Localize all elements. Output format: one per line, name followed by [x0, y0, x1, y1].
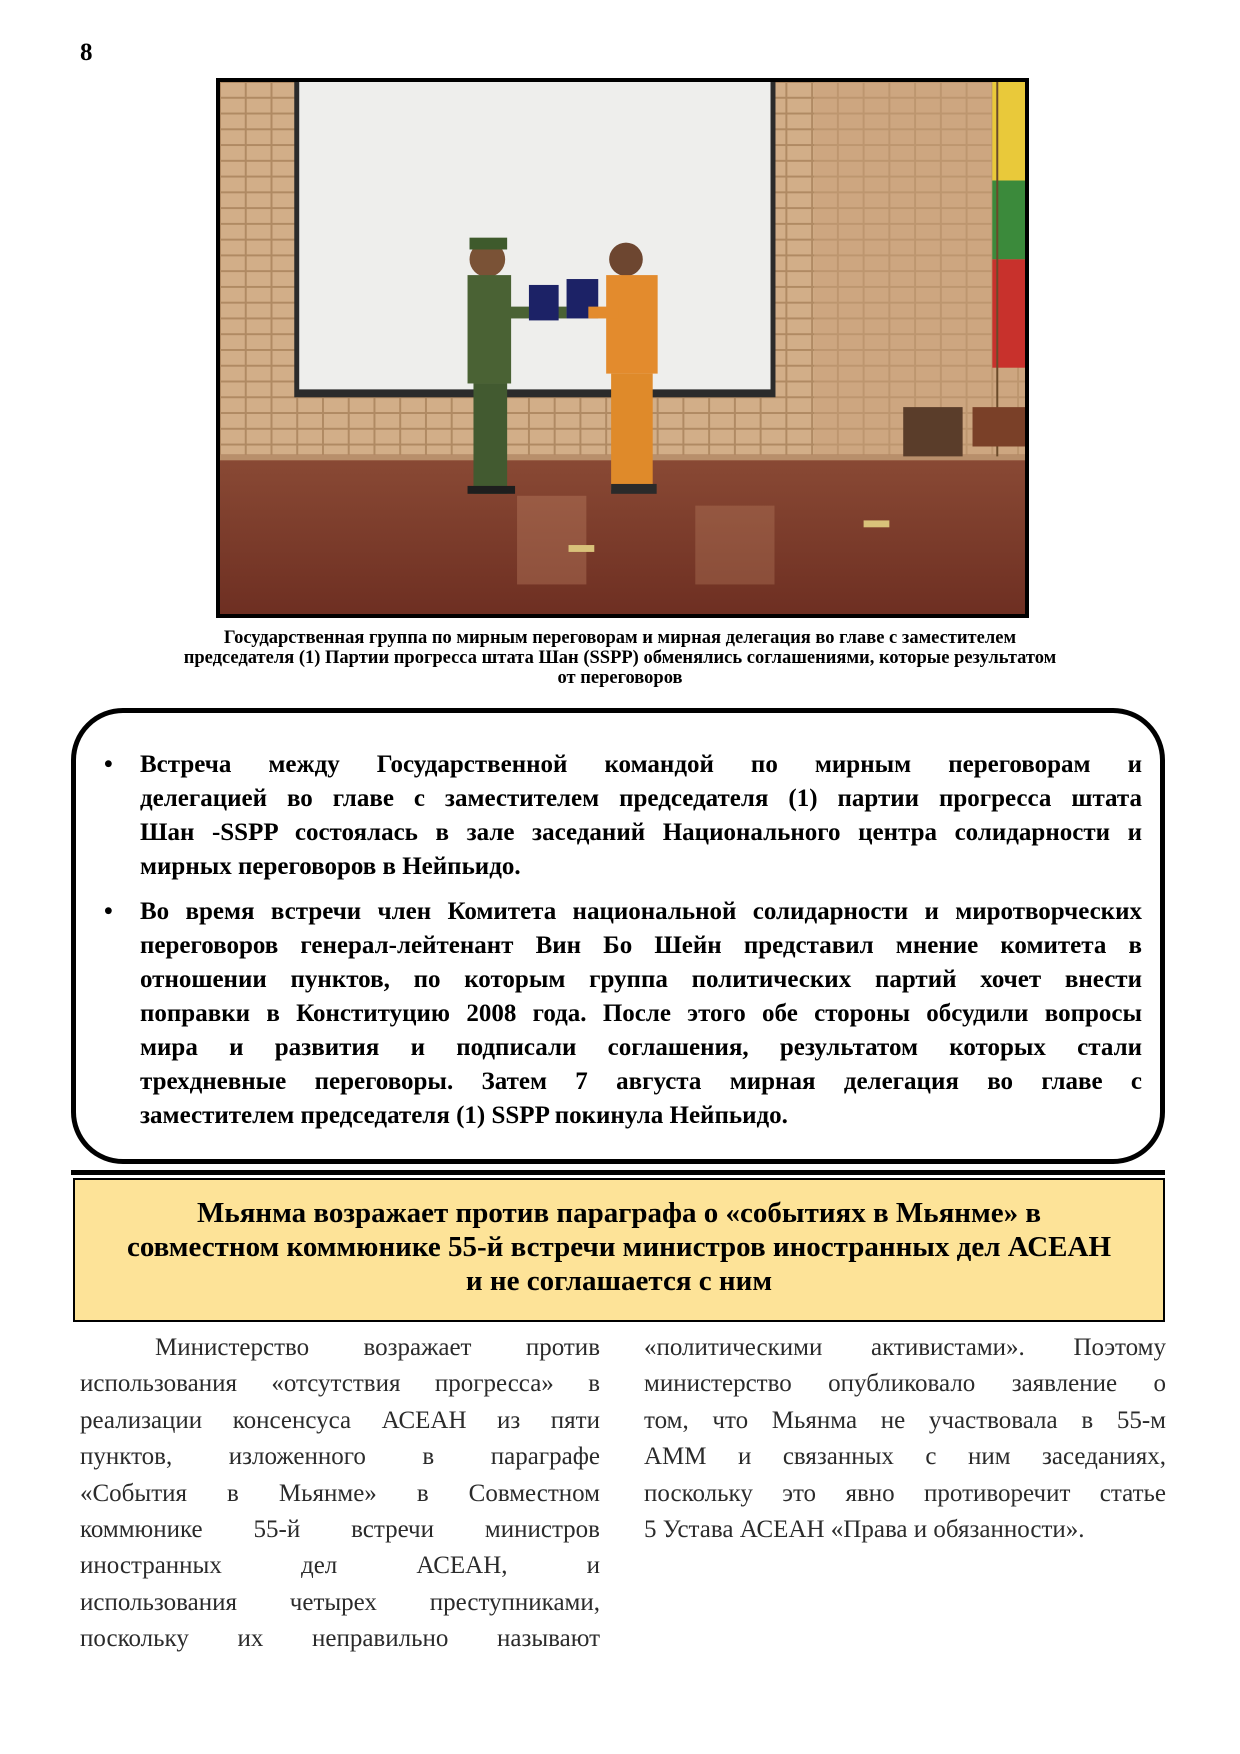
bullet-line: отношении пунктов, по которым группа политических партий хочет внести [140, 966, 1142, 993]
photo-caption [110, 628, 1130, 688]
article-line: использования «отсутствия прогресса» в [80, 1370, 600, 1398]
page-number: 8 [80, 39, 93, 66]
article-line: иностранных дел АСЕАН, и [80, 1552, 600, 1580]
bullet-line: • Встреча между Государственной командой по мирным переговорам и [140, 751, 1142, 778]
article-line: использования четырех преступниками, [80, 1588, 600, 1616]
headline-line: Мьянма возражает против параграфа о «событиях в Мьянме» в [196, 1197, 1042, 1229]
bullet-line: заместителем председателя (1) SSPP покинула Нейпьидо. [140, 1102, 788, 1129]
article-line: реализации консенсуса АСЕАН из пяти [80, 1406, 600, 1434]
article-line: министерство опубликовало заявление о [644, 1370, 1166, 1398]
bullet-line: • Во время встречи член Комитета национальной солидарности и миротворческих [140, 898, 1142, 925]
caption-line: Государственная группа по мирным переговорам и мирная делегация во главе с заместителем [223, 628, 1017, 648]
article-column-left [80, 1330, 600, 1658]
summary-box [71, 708, 1165, 1164]
article-line: том, что Мьянма не участвовала в 55-м [644, 1406, 1166, 1434]
photo-meeting-agreement-exchange-icon [220, 82, 1025, 614]
summary-bullet [140, 895, 1142, 1133]
article-line: «События в Мьянме» в Совместном [80, 1479, 600, 1507]
headline-line: совместном коммюнике 55-й встречи министров иностранных дел АСЕАН [126, 1231, 1112, 1263]
headline-box [73, 1178, 1165, 1322]
article-column-right [644, 1330, 1166, 1548]
bullet-line: делегацией во главе с заместителем председателя (1) партии прогресса штата [140, 785, 1142, 812]
article-line: коммюнике 55-й встречи министров [80, 1516, 600, 1544]
article-line: «политическими активистами». Поэтому [644, 1334, 1166, 1361]
bullet-line: Шан -SSPP состоялась в зале заседаний Национального центра солидарности и [140, 819, 1142, 846]
section-divider [71, 1170, 1165, 1175]
bullet-line: поправки в Конституцию 2008 года. После этого обе стороны обсудили вопросы [140, 1000, 1142, 1027]
bullet-line: переговоров генерал-лейтенант Вин Бо Шейн представил мнение комитета в [140, 932, 1142, 959]
headline-line: и не соглашается с ним [465, 1265, 773, 1297]
article-line: 5 Устава АСЕАН «Права и обязанности». [644, 1516, 1085, 1544]
article-line: АММ и связанных с ним заседаниях, [644, 1443, 1166, 1471]
article-line: поскольку это явно противоречит статье [644, 1479, 1166, 1507]
caption-line: председателя (1) Партии прогресса штата Шан (SSPP) обменялись соглашениями, которые результатом [183, 648, 1057, 668]
bullet-line: мирных переговоров в Нейпьидо. [140, 853, 521, 880]
summary-bullet [140, 748, 1142, 884]
meeting-photo [216, 78, 1029, 618]
caption-line: от переговоров [557, 668, 683, 688]
article-line: Министерство возражает против [155, 1334, 600, 1361]
bullet-line: трехдневные переговоры. Затем 7 августа мирная делегация во главе с [140, 1068, 1142, 1095]
article-line: поскольку их неправильно называют [80, 1625, 600, 1653]
bullet-line: мира и развития и подписали соглашения, результатом которых стали [140, 1034, 1142, 1061]
article-line: пунктов, изложенного в параграфе [80, 1443, 600, 1471]
